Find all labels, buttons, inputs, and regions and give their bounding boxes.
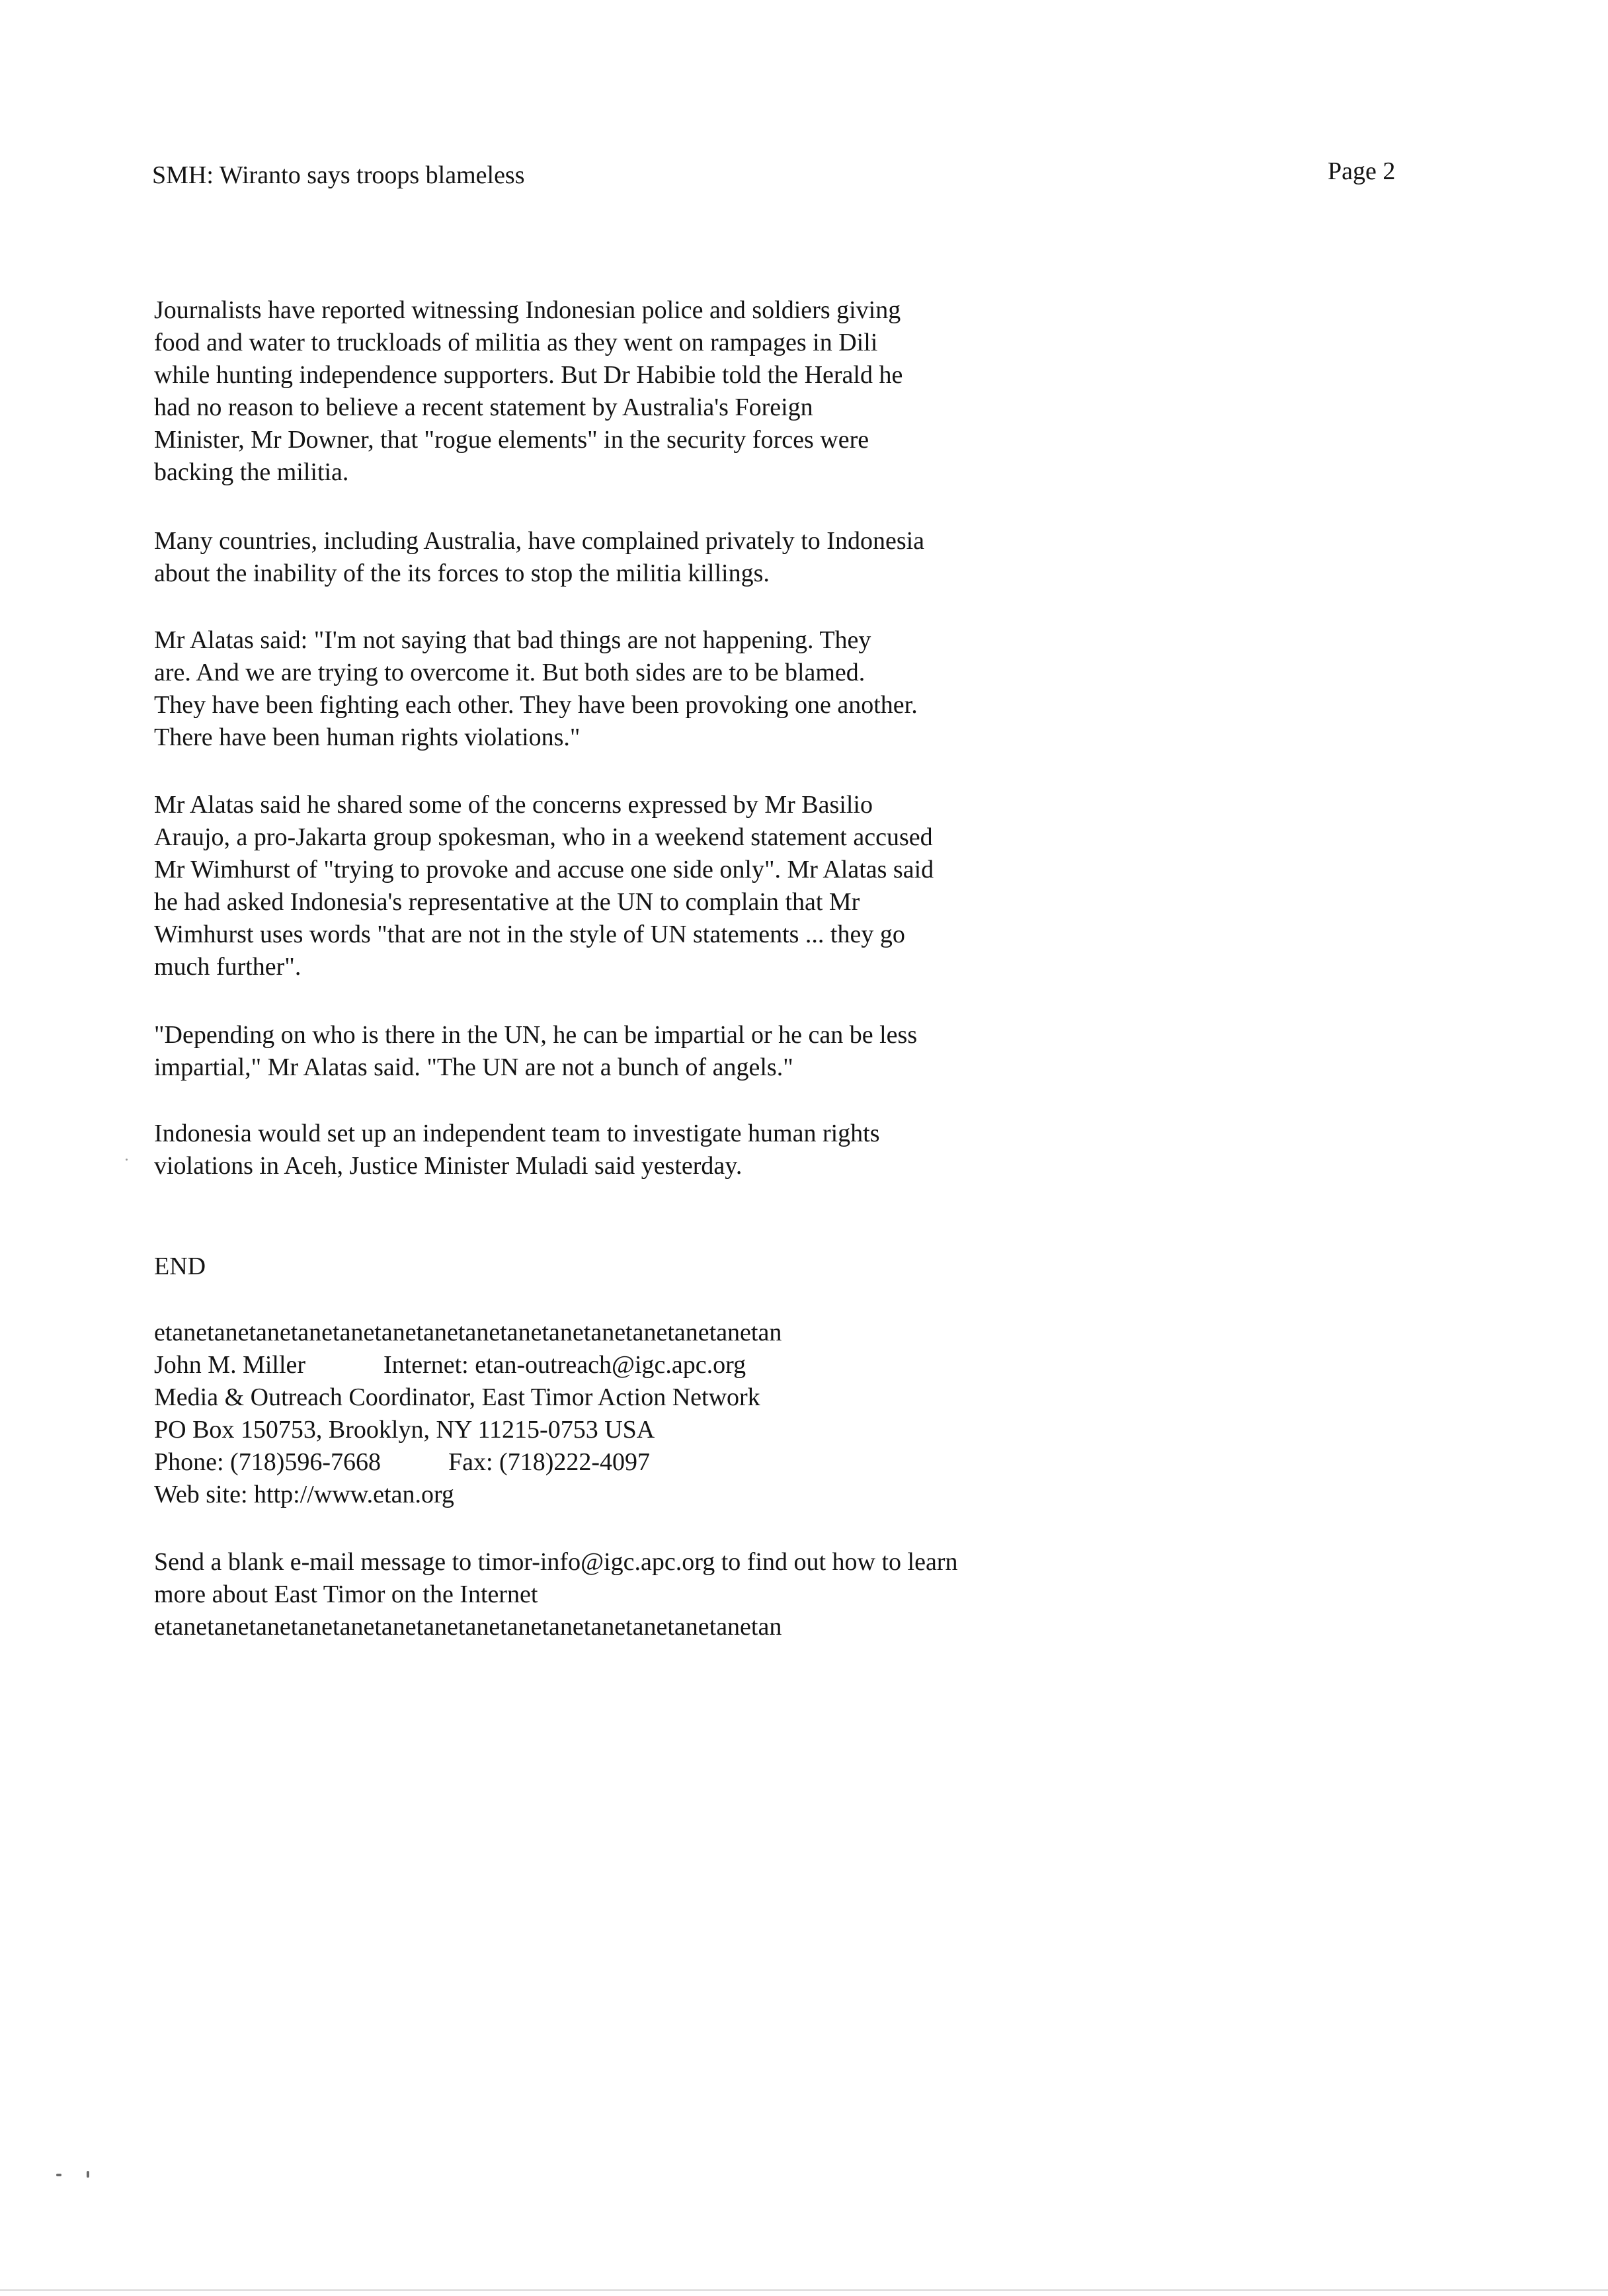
paragraph-1-line-1: Journalists have reported witnessing Indonesian police and soldiers giving (154, 296, 901, 324)
paragraph-3-line-1: Mr Alatas said: "I'm not saying that bad things are not happening. They (154, 626, 871, 654)
scan-speck (56, 2174, 61, 2176)
paragraph-1-line-4: had no reason to believe a recent statement by Australia's Foreign (154, 393, 813, 421)
signature-fax: Fax: (718)222-4097 (448, 1448, 651, 1476)
paragraph-2-line-2: about the inability of the its forces to stop the militia killings. (154, 559, 770, 587)
paragraph-4-line-5: Wimhurst uses words "that are not in the style of UN statements ... they go (154, 921, 905, 948)
paragraph-4-line-1: Mr Alatas said he shared some of the concerns expressed by Mr Basilio (154, 791, 873, 819)
paragraph-1-line-5: Minister, Mr Downer, that "rogue elements" in the security forces were (154, 426, 869, 454)
paragraph-4-line-2: Araujo, a pro-Jakarta group spokesman, who in a weekend statement accused (154, 823, 933, 851)
paragraph-1-line-6: backing the militia. (154, 458, 349, 486)
end-marker: END (154, 1252, 206, 1280)
page-number: Page 2 (1328, 157, 1396, 185)
paragraph-3-line-3: They have been fighting each other. They have been provoking one another. (154, 691, 918, 719)
paragraph-2-line-1: Many countries, including Australia, have complained privately to Indonesia (154, 527, 925, 555)
paragraph-1-line-3: while hunting independence supporters. But Dr Habibie told the Herald he (154, 361, 903, 389)
paragraph-4-line-6: much further". (154, 953, 302, 981)
signature-internet: Internet: etan-outreach@igc.apc.org (383, 1351, 746, 1379)
paragraph-4-line-4: he had asked Indonesia's representative at the UN to complain that Mr (154, 888, 860, 916)
signature-divider-bottom: etanetanetanetanetanetanetanetanetanetanetanetanetanetanetan (154, 1613, 782, 1641)
paragraph-3-line-4: There have been human rights violations." (154, 723, 581, 751)
paragraph-6-line-1: Indonesia would set up an independent team to investigate human rights (154, 1120, 880, 1147)
info-line-1: Send a blank e-mail message to timor-info@igc.apc.org to find out how to learn (154, 1548, 958, 1576)
paragraph-5-line-1: "Depending on who is there in the UN, he can be impartial or he can be less (154, 1021, 918, 1049)
signature-phone: Phone: (718)596-7668 (154, 1448, 382, 1476)
signature-address: PO Box 150753, Brooklyn, NY 11215-0753 USA (154, 1416, 655, 1444)
scan-speck (87, 2171, 89, 2178)
paragraph-1-line-2: food and water to truckloads of militia as they went on rampages in Dili (154, 329, 878, 356)
info-line-2: more about East Timor on the Internet (154, 1580, 538, 1608)
signature-role: Media & Outreach Coordinator, East Timor Action Network (154, 1383, 760, 1411)
signature-divider-top: etanetanetanetanetanetanetanetanetanetanetanetanetanetanetan (154, 1319, 782, 1346)
paragraph-3-line-2: are. And we are trying to overcome it. But both sides are to be blamed. (154, 659, 865, 686)
scan-edge-line (0, 2289, 1608, 2291)
paragraph-5-line-2: impartial," Mr Alatas said. "The UN are not a bunch of angels." (154, 1053, 793, 1081)
paragraph-4-line-3: Mr Wimhurst of "trying to provoke and accuse one side only". Mr Alatas said (154, 856, 934, 883)
signature-website: Web site: http://www.etan.org (154, 1481, 454, 1508)
scan-speck (126, 1159, 128, 1161)
document-title: SMH: Wiranto says troops blameless (152, 161, 525, 189)
signature-name: John M. Miller (154, 1351, 306, 1379)
paragraph-6-line-2: violations in Aceh, Justice Minister Muladi said yesterday. (154, 1152, 743, 1180)
